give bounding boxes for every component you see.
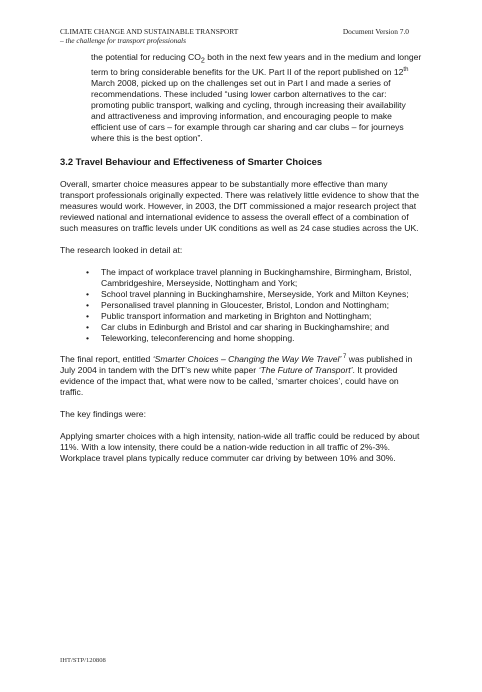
final-text-b: was published in July 2004 in tandem with the DfT’s new white paper (60, 353, 413, 375)
paragraph-findings-detail: Applying smarter choices with a high intensity, nation-wide all traffic could be reduced by about 11%. With a low intensity, there could be a nation-wide reduction in all traffic of 2%-3%. Workplace travel plans typically reduce commuter car driving by between 10% and 30%. (60, 430, 420, 463)
report-title: ‘Smarter Choices – Changing the Way We Travel’ (152, 353, 342, 364)
footnote-ref: 7 (341, 353, 347, 360)
final-text-a: The final report, entitled (60, 353, 153, 364)
paragraph-overview: Overall, smarter choice measures appear to be substantially more effective than many transport professionals originally expected. There was relatively little evidence to show that the measures would work. However, in 2003, the DfT commissioned a major research project that reviewed national and international evidence to assess the overall effect of a combination of such measures on traffic levels under UK conditions as well as 24 case studies across the UK. (60, 178, 420, 233)
quote-text-2: both in the next few years and in the medium and longer term to bring considerable benefits for the UK. Part II of the report published on 12 (91, 52, 422, 77)
bullet-item: • School travel planning in Buckinghamshire, Merseyside, York and Milton Keynes; (101, 289, 422, 300)
white-paper-title: ‘The Future of Transport’ (258, 364, 353, 375)
footer-code: IHT/STP/120808 (60, 657, 106, 664)
header-title: CLIMATE CHANGE AND SUSTAINABLE TRANSPORT (60, 27, 239, 36)
paragraph-final-report (60, 354, 422, 398)
bullet-item: • Public transport information and marketing in Brighton and Nottingham; (101, 311, 422, 322)
co2-subscript: 2 (200, 56, 205, 65)
document-version: Document Version 7.0 (342, 27, 409, 36)
paragraph-key-findings: The key findings were: (60, 408, 146, 419)
paragraph-research-intro: The research looked in detail at: (60, 244, 183, 255)
bullet-item: • The impact of workplace travel planning in Buckinghamshire, Birmingham, Bristol, Cambridgeshire, Merseyside, Nottingham and York; (101, 267, 422, 289)
running-header (60, 27, 238, 45)
page-body (60, 52, 422, 475)
bullet-item: • Personalised travel planning in Gloucester, Bristol, London and Nottingham; (101, 300, 422, 311)
quoted-block (91, 52, 422, 144)
header-subtitle: – the challenge for transport professionals (60, 36, 186, 45)
bullet-item: • Teleworking, teleconferencing and home shopping. (101, 333, 422, 344)
section-heading: 3.2 Travel Behaviour and Effectiveness of Smarter Choices (60, 155, 323, 167)
research-bullet-list (60, 267, 422, 344)
bullet-item: • Car clubs in Edinburgh and Bristol and car sharing in Buckinghamshire; and (101, 322, 422, 333)
quote-text-3: March 2008, picked up on the challenges set out in Part I and made a series of recommendations. These included “using lower carbon alternatives to the car: promoting public transport, walking and cycling, through increasing their availability and attractiveness and improving information, and encouraging people to make efficient use of cars – for example through car sharing and car clubs – for journeys where this is the best option”. (91, 77, 406, 143)
final-text-c: . It provided evidence of the impact that, what were now to be called, ‘smarter choices’, could have on traffic. (60, 364, 399, 397)
date-superscript: th (403, 66, 409, 73)
quote-text-1: the potential for reducing CO (91, 52, 201, 62)
